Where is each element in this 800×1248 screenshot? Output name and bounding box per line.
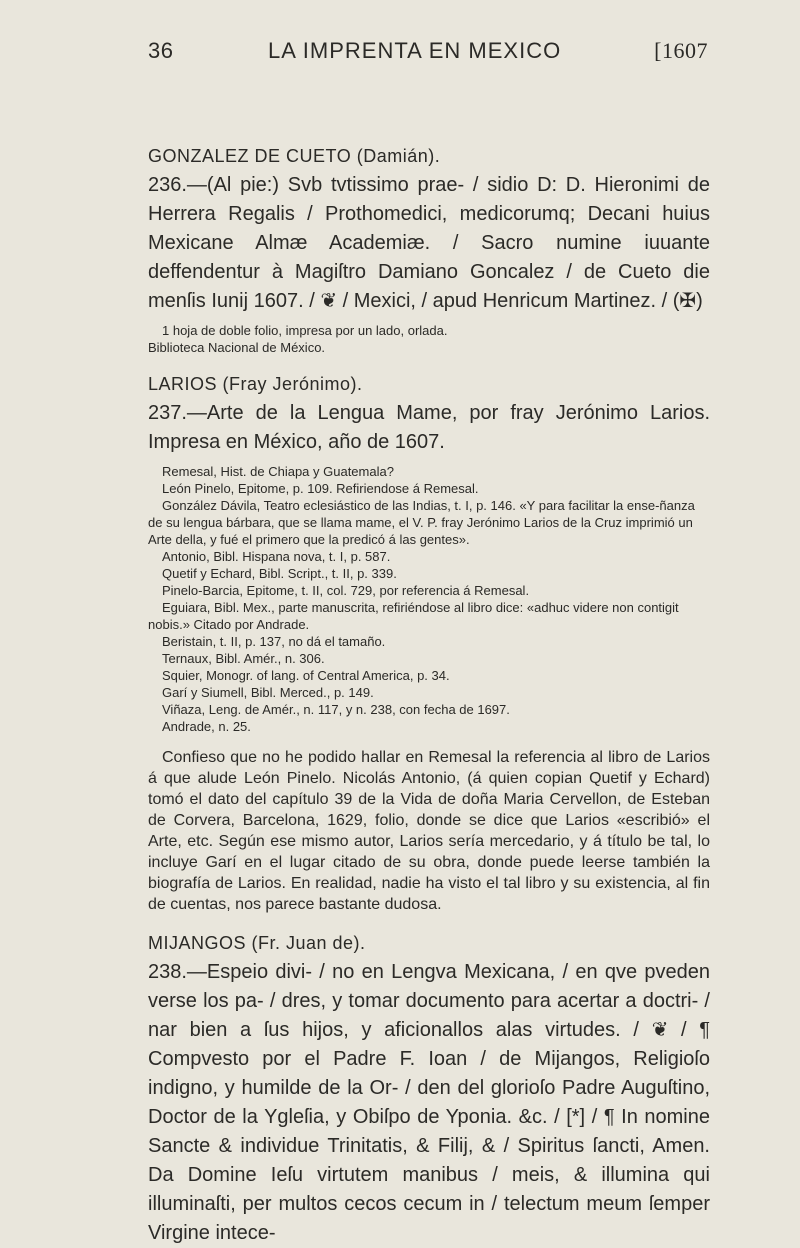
- reference-item: León Pinelo, Epitome, p. 109. Refiriendose á Remesal.: [162, 481, 479, 496]
- entry-comment: Confieso que no he podido hallar en Remesal la referencia al libro de Larios á que alude León Pinelo. Nicolás Antonio, (á quien copian Quetif y Echard) tomó el dato del capítulo 39 de la Vida de doña Maria Cervellon, de Esteban de Corvera, Barcelona, 1629, folio, donde se dice que Larios «escribió» el Arte, etc. Según ese mismo autor, Larios sería mercedario, y á título be tal, lo incluye Garí en el lugar citado de su obra, donde puede leerse también la biografía de Larios. En realidad, nadie ha visto el tal libro y su existencia, al fin de cuentas, nos parece bastante dudosa.: [148, 749, 710, 913]
- running-title: LA IMPRENTA EN MEXICO: [268, 38, 562, 63]
- reference-item: Ternaux, Bibl. Amér., n. 306.: [162, 651, 325, 666]
- reference-item: Andrade, n. 25.: [162, 719, 251, 734]
- reference-item: Eguiara, Bibl. Mex., parte manuscrita, refiriéndose al libro dice: «adhuc videre non contigit nobis.» Citado por Andrade.: [148, 600, 679, 632]
- reference-item: Garí y Siumell, Bibl. Merced., p. 149.: [162, 685, 374, 700]
- reference-item: Beristain, t. II, p. 137, no dá el tamaño.: [162, 634, 386, 649]
- header-year: [1607: [654, 38, 708, 63]
- reference-list: [148, 463, 710, 735]
- note-line: Biblioteca Nacional de México.: [148, 340, 326, 355]
- reference-item: Viñaza, Leng. de Amér., n. 117, y n. 238, con fecha de 1697.: [162, 702, 510, 717]
- running-header: [148, 38, 708, 68]
- reference-item: Remesal, Hist. de Chiapa y Guatemala?: [162, 464, 394, 479]
- note-line: 1 hoja de doble folio, impresa por un lado, orlada.: [162, 323, 448, 338]
- page-number: 36: [148, 38, 174, 63]
- reference-item: Antonio, Bibl. Hispana nova, t. I, p. 587.: [162, 549, 391, 564]
- entry-heading: LARIOS (Fray Jerónimo).: [148, 374, 363, 394]
- reference-item: Pinelo-Barcia, Epitome, t. II, col. 729, por referencia á Remesal.: [162, 583, 530, 598]
- entry-text: 236.—(Al pie:) Svb tvtissimo prae- / sidio D: D. Hieronimi de Herrera Regalis / Prothomedici, medicorumq; Decani huius Mexicane Almæ Academiæ. / Sacro numine iuuante deffendentur à Magiſtro Damiano Goncalez / de Cueto die menſis Iunij 1607. / ❦ / Mexici, / apud Henricum Martinez. / (✠): [148, 174, 710, 312]
- entry-text: 237.—Arte de la Lengua Mame, por fray Jerónimo Larios. Impresa en México, año de 1607.: [148, 402, 710, 453]
- reference-item: González Dávila, Teatro eclesiástico de las Indias, t. I, p. 146. «Y para facilitar la ense-ñanza de su lengua bárbara, que se llama mame, el V. P. fray Jerónimo Larios de la Cruz imprimió un Arte della, y fué el primero que la predicó á las gentes».: [148, 498, 695, 547]
- entry-notes: [148, 322, 710, 356]
- entry-heading: GONZALEZ DE CUETO (Damián).: [148, 146, 441, 166]
- entry-text: 238.—Espeio divi- / no en Lengva Mexicana, / en qve pveden verse los pa- / dres, y tomar documento para acertar a doctri- / nar bien a ſus hijos, y aficionallos alas virtudes. / ❦ / ¶ Compvesto por el Padre F. Ioan / de Mijangos, Religioſo indigno, y humilde de la Or- / den del glorioſo Padre Auguſtino, Doctor de la Ygleſia, y Obiſpo de Yponia. &c. / [*] / ¶ In nomine Sancte & individue Trinitatis, & Filij, & / Spiritus ſancti, Amen. Da Domine Ieſu virtutem manibus / meis, & illumina qui illuminaſti, per multos cecos cecum in / telectum meum ſemper Virgine intece-: [148, 961, 710, 1244]
- reference-item: Squier, Monogr. of lang. of Central America, p. 34.: [162, 668, 450, 683]
- page-body: [148, 146, 710, 1248]
- entry-heading: MIJANGOS (Fr. Juan de).: [148, 933, 366, 953]
- reference-item: Quetif y Echard, Bibl. Script., t. II, p. 339.: [162, 566, 397, 581]
